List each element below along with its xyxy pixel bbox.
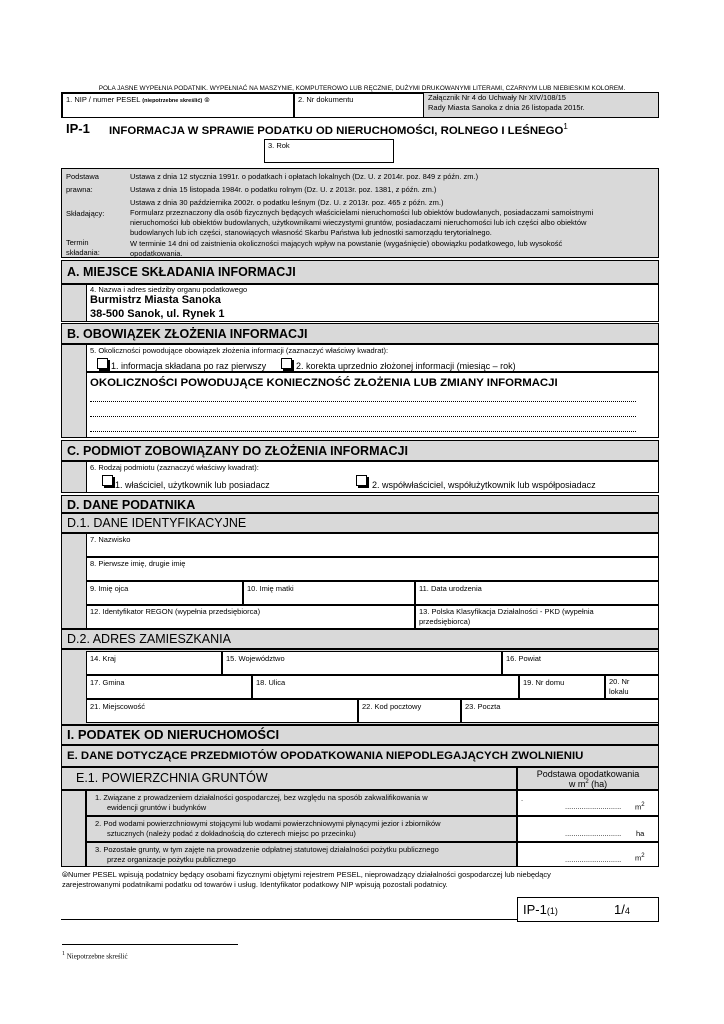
tax-basis-header: [517, 767, 659, 790]
form-instruction: POLA JASNE WYPEŁNIA PODATNIK. WYPEŁNIAĆ NA MASZYNIE, KOMPUTEROWO LUB RĘCZNIE, DUŻYMI DRUKOWANYMI LITERAMI, CZARNYM LUB NIEBIESKIM KOLOREM.: [98, 85, 626, 92]
flat-number-label-line-1: 20. Nr: [609, 677, 630, 686]
page-total: 4: [624, 906, 630, 916]
year-field[interactable]: [264, 139, 394, 163]
form-code-footer: IP-1: [523, 902, 547, 917]
land-row-3-sup: 2: [641, 853, 645, 859]
section-c-title: C. PODMIOT ZOBOWIĄZANY DO ZŁOŻENIA INFORMACJI: [67, 444, 408, 458]
tax-basis-label-line-2: w m: [568, 779, 586, 789]
land-row-2-line-1: 2. Pod wodami powierzchniowymi stojącymi lub wodami powierzchniowymi płynącymi jezior i zbiorników: [95, 819, 441, 828]
birth-date-label: 11. Data urodzenia: [419, 584, 482, 593]
podstawa-label: Podstawa: [66, 172, 99, 181]
county-field[interactable]: [502, 651, 659, 675]
form-code-title: IP-1: [66, 121, 90, 136]
circumstances-label: 5. Okoliczności powodujące obowiązek złożenia informacji (zaznaczyć właściwy kwadrat):: [90, 346, 389, 355]
land-row-1-line-1: 1. Związane z prowadzeniem działalności gospodarczej, bez względu na sposób zakwalifikowania w: [95, 793, 428, 802]
land-row-2-line-2: sztucznych (należy podać z dokładnością do czterech miejsc po przecinku): [107, 829, 356, 838]
postal-code-field[interactable]: [358, 699, 461, 723]
surname-field[interactable]: [86, 533, 659, 557]
pkd-field[interactable]: [415, 605, 659, 629]
co-owner-label: 2. współwłaściciel, współużytkownik lub współposiadacz: [372, 480, 596, 490]
flat-number-label-line-2: lokalu: [609, 687, 629, 696]
first-submission-label: 1. informacja składana po raz pierwszy: [111, 361, 267, 371]
section-i-title: I. PODATEK OD NIERUCHOMOŚCI: [67, 727, 280, 742]
circumstances-title: OKOLICZNOŚCI POWODUJĄCE KONIECZNOŚĆ ZŁOŻENIA LUB ZMIANY INFORMACJI: [90, 377, 558, 389]
owner-label: 1. właściciel, użytkownik lub posiadacz: [115, 480, 270, 490]
mother-name-label: 10. Imię matki: [247, 584, 294, 593]
post-office-label: 23. Poczta: [465, 702, 501, 711]
section-e-title: E. DANE DOTYCZĄCE PRZEDMIOTÓW OPODATKOWANIA NIEPODLEGAJĄCYCH ZWOLNIENIU: [67, 750, 584, 762]
tax-basis-label-line-1: Podstawa opodatkowania: [536, 769, 640, 779]
attachment-line-2: Rady Miasta Sanoka z dnia 26 listopada 2015r.: [428, 103, 585, 112]
section-e1-title: E.1. POWIERZCHNIA GRUNTÓW: [76, 771, 268, 785]
form-code-box: [517, 897, 659, 922]
footnote: [62, 951, 128, 960]
land-row-3-desc: [86, 842, 517, 867]
tax-office-name: Burmistrz Miasta Sanoka: [90, 294, 221, 306]
pesel-note-mark-icon: ⦾: [62, 870, 68, 879]
tax-office-field: [86, 284, 659, 322]
section-c-header: [61, 440, 659, 461]
section-b-title: B. OBOWIĄZEK ZŁOŻENIA INFORMACJI: [67, 327, 308, 341]
section-d2-header: [61, 629, 659, 649]
law-2: Ustawa z dnia 15 listopada 1984r. o podatku rolnym (Dz. U. z 2013r. poz. 1381, z późn. zm.): [130, 185, 437, 194]
land-row-2-desc: [86, 816, 517, 842]
tax-office-address: 38-500 Sanok, ul. Rynek 1: [90, 308, 225, 320]
section-d2-title: D.2. ADRES ZAMIESZKANIA: [67, 632, 231, 646]
tax-basis-unit: (ha): [588, 779, 608, 789]
house-number-label: 19. Nr domu: [523, 678, 565, 687]
land-row-1-line-2: ewidencji gruntów i budynków: [107, 803, 207, 812]
prawna-label: prawna:: [66, 185, 93, 194]
land-rows-side: [61, 790, 86, 867]
section-d1-header: [61, 513, 659, 533]
attachment-info: [428, 93, 585, 112]
county-label: 16. Powiat: [506, 654, 542, 663]
law-1: Ustawa z dnia 12 stycznia 1991r. o podatkach i opłatach lokalnych (Dz. U. z 2014r. poz. 849 z późn. zm.): [130, 172, 479, 181]
section-b-header: [61, 323, 659, 344]
country-field[interactable]: [86, 651, 222, 675]
city-field[interactable]: [86, 699, 358, 723]
document-number-field[interactable]: [294, 93, 424, 118]
first-names-field[interactable]: [86, 557, 659, 581]
section-e1-header: [61, 767, 517, 790]
land-row-2-unit: ha: [636, 829, 645, 838]
skladajacy-line-3: budowlanych lub ich części, stanowiących własność Skarbu Państwa lub jednostki samorządu terytorialnego.: [130, 228, 492, 237]
termin-line-2: opodatkowania.: [130, 249, 183, 258]
pesel-note-line-1: Numer PESEL wpisują podatnicy będący osobami fizycznymi objętymi rejestrem PESEL, nieprowadzący działalności gospodarczej lub niebędący: [68, 870, 551, 879]
land-row-1-sup: 2: [641, 802, 645, 808]
year-label: 3. Rok: [268, 141, 290, 150]
form-title-text: INFORMACJA W SPRAWIE PODATKU OD NIERUCHOMOŚCI, ROLNEGO I LEŚNEGO: [109, 124, 564, 137]
land-row-3-line-2: przez organizacje pożytku publicznego: [107, 855, 236, 864]
street-field[interactable]: [252, 675, 519, 699]
correction-label: 2. korekta uprzednio złożonej informacji (miesiąc – rok): [296, 361, 516, 371]
tax-office-label: 4. Nazwa i adres siedziby organu podatkowego: [90, 285, 248, 294]
street-label: 18. Ulica: [256, 678, 286, 687]
land-row-2-value[interactable]: [517, 816, 659, 842]
section-a-header: [61, 260, 659, 284]
surname-label: 7. Nazwisko: [90, 535, 131, 544]
termin-label: Termin: [66, 238, 89, 247]
termin-line-1: W terminie 14 dni od zaistnienia okoliczności mających wpływ na powstanie (wygaśnięcie) obowiązku podatkowego, lub wysokość: [130, 239, 563, 248]
form-title: [109, 122, 568, 137]
footnote-reference: 1: [563, 122, 568, 131]
form-version: (1): [546, 906, 558, 916]
voivodeship-label: 15. Województwo: [226, 654, 285, 663]
land-row-1-dots: ...........................: [565, 802, 622, 811]
land-row-3-value[interactable]: [517, 842, 659, 867]
house-number-field[interactable]: [519, 675, 605, 699]
page-current: 1/: [614, 902, 625, 917]
land-row-3-dots: ...........................: [565, 855, 622, 864]
regon-field[interactable]: [86, 605, 415, 629]
circumstances-line-1: [90, 401, 636, 402]
footnote-number: 1: [62, 951, 65, 957]
section-d1-title: D.1. DANE IDENTYFIKACYJNE: [67, 516, 247, 530]
voivodeship-field[interactable]: [222, 651, 502, 675]
circumstances-line-2: [90, 416, 636, 417]
first-submission-checkbox[interactable]: [97, 358, 108, 369]
mother-name-field[interactable]: [243, 581, 415, 605]
father-name-field[interactable]: [86, 581, 243, 605]
pkd-label-line-2: przedsiębiorca): [419, 617, 471, 626]
skladajacy-line-2: nieruchomości lub obiektów budowlanych, użytkownikami wieczystymi gruntów, posiadaczami nieruchomości lub ich części albo obiektów: [130, 218, 587, 227]
post-office-field[interactable]: [461, 699, 659, 723]
first-names-label: 8. Pierwsze imię, drugie imię: [90, 559, 186, 568]
circumstances-line-3: [90, 431, 636, 432]
land-row-1-value[interactable]: . ........................... $m^2$: [517, 790, 659, 816]
section-e-header: [61, 745, 659, 767]
tax-basis-sup: 2: [585, 779, 589, 785]
termin-labels: [66, 238, 100, 258]
entity-type-label: 6. Rodzaj podmiotu (zaznaczyć właściwy kwadrat):: [90, 463, 259, 472]
footnote-text: Niepotrzebne skreślić: [66, 952, 128, 961]
section-a-title: A. MIEJSCE SKŁADANIA INFORMACJI: [67, 265, 296, 279]
country-label: 14. Kraj: [90, 654, 116, 663]
land-row-3-unit: m: [635, 853, 642, 863]
commune-field[interactable]: [86, 675, 252, 699]
nip-label: 1. NIP / numer PESEL: [66, 95, 141, 104]
section-i-header: [61, 725, 659, 745]
section-d-header: [61, 495, 659, 513]
nip-field[interactable]: [62, 93, 294, 118]
skladania-label: składania:: [66, 248, 100, 257]
commune-label: 17. Gmina: [90, 678, 125, 687]
skladajacy-label: Składający:: [66, 209, 105, 218]
city-label: 21. Miejscowość: [90, 702, 146, 711]
pesel-note: [62, 870, 658, 890]
birth-date-field[interactable]: [415, 581, 659, 605]
postal-code-label: 22. Kod pocztowy: [362, 702, 422, 711]
owner-checkbox[interactable]: [102, 475, 113, 486]
law-3: Ustawa z dnia 30 października 2002r. o podatku leśnym (Dz. U. z 2013r. poz. 465 z późn. zm.): [130, 198, 444, 207]
correction-checkbox[interactable]: [281, 358, 292, 369]
flat-number-field[interactable]: [605, 675, 659, 699]
pesel-mark-icon: ⦾: [204, 97, 210, 104]
skladajacy-line-1: Formularz przeznaczony dla osób fizycznych będących właścicielami nieruchomości lub obiektów budowlanych, posiadaczami samoistnymi: [130, 208, 594, 217]
co-owner-checkbox[interactable]: [356, 475, 367, 486]
footnote-rule: [62, 944, 238, 945]
legal-texts: [130, 172, 650, 259]
document-number-label: 2. Nr dokumentu: [298, 95, 354, 104]
pesel-note-line-2: zarejestrowanymi podatnikami podatku od towarów i usług. Identyfikator podatkowy NIP wpisują pozostali podatnicy.: [62, 880, 448, 889]
section-d-title: D. DANE PODATNIKA: [67, 498, 196, 512]
pkd-label-line-1: 13. Polska Klasyfikacja Działalności - PKD (wypełnia: [419, 607, 594, 616]
land-row-1-desc: [86, 790, 517, 816]
regon-label: 12. Identyfikator REGON (wypełnia przedsiębiorca): [90, 607, 261, 616]
land-row-1-unit: m: [635, 802, 642, 812]
father-name-label: 9. Imię ojca: [90, 584, 129, 593]
land-row-3-line-1: 3. Pozostałe grunty, w tym zajęte na prowadzenie odpłatnej statutowej działalności pożytku publicznego: [95, 845, 439, 854]
circumstances-description-field[interactable]: [86, 372, 659, 438]
legal-labels: [66, 172, 99, 195]
land-row-2-dots: ...........................: [565, 829, 622, 838]
attachment-line-1: Załącznik Nr 4 do Uchwały Nr XIV/108/15: [428, 93, 566, 102]
nip-note: (niepotrzebne skreślić): [142, 98, 203, 104]
